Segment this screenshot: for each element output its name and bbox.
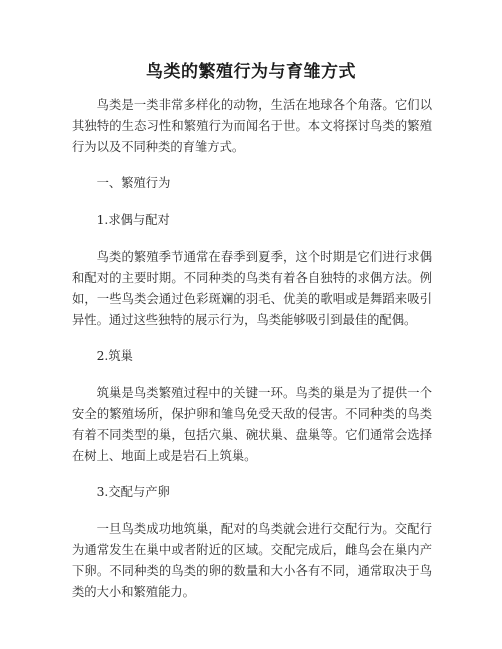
mating-paragraph: 一旦鸟类成功地筑巢，配对的鸟类就会进行交配行为。交配行为通常发生在巢中或者附近的区域。交配完成后，雌鸟会在巢内产下卵。不同种类的鸟类的卵的数量和大小各有不同，通常取决于鸟类的大小和繁殖能力。 [72, 522, 432, 599]
subsection-heading-courtship: 1.求偶与配对 [96, 213, 170, 227]
spacer [72, 503, 432, 519]
intro-paragraph: 鸟类是一类非常多样化的动物，生活在地球各个角落。它们以其独特的生态习性和繁殖行为而闻名于世。本文将探讨鸟类的繁殖行为以及不同种类的育雏方式。 [72, 98, 432, 154]
spacer [72, 331, 432, 346]
document-body [72, 95, 432, 603]
subsection-heading-nesting: 2.筑巢 [96, 349, 133, 363]
spacer [72, 231, 432, 247]
spacer [72, 158, 432, 173]
courtship-paragraph: 鸟类的繁殖季节通常在春季到夏季，这个时期是它们进行求偶和配对的主要时期。不同种类的鸟类有着各自独特的求偶方法。例如，一些鸟类会通过色彩斑斓的羽毛、优美的歌唱或是舞蹈来吸引异性。通过这些独特的展示行为，鸟类能够吸引到最佳的配偶。 [72, 250, 432, 327]
section-heading-breeding: 一、繁殖行为 [96, 176, 171, 190]
spacer [72, 194, 432, 210]
subsection-heading-mating: 3.交配与产卵 [96, 485, 170, 499]
spacer [72, 367, 432, 383]
nesting-paragraph: 筑巢是鸟类繁殖过程中的关键一环。鸟类的巢是为了提供一个安全的繁殖场所，保护卵和雏鸟免受天敌的侵害。不同种类的鸟类有着不同类型的巢，包括穴巢、碗状巢、盘巢等。它们通常会选择在树上、地面上或是岩石上筑巢。 [72, 386, 432, 463]
document-title: 鸟类的繁殖行为与育雏方式 [146, 62, 356, 82]
spacer [72, 467, 432, 482]
